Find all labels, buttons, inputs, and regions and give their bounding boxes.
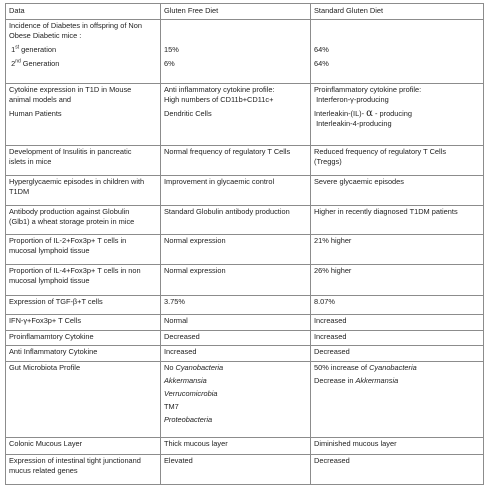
cell-standard-gluten xyxy=(311,206,484,235)
cell-text: Hyperglycaemic episodes in children with xyxy=(9,177,145,186)
cell-text: Interleakin-4-producing xyxy=(316,119,392,128)
cell-data xyxy=(6,176,161,206)
cell-text: Generation xyxy=(20,59,60,68)
cell-gluten-free xyxy=(161,438,311,455)
cell-gluten-free xyxy=(161,176,311,206)
cell-data xyxy=(6,146,161,176)
cell-text: 21% higher xyxy=(314,236,352,245)
cell-text: Decrease in xyxy=(314,376,356,385)
cell-gluten-free xyxy=(161,146,311,176)
cell-standard-gluten xyxy=(311,20,484,84)
cell-text: 50% increase of xyxy=(314,363,370,372)
cell-data xyxy=(6,455,161,485)
cell-text: High numbers of CD11b+CD11c+ xyxy=(164,95,274,104)
cell-text: Antibody production against Globulin xyxy=(9,207,130,216)
cell-gluten-free xyxy=(161,315,311,331)
cell-text: Colonic Mucous Layer xyxy=(9,439,83,448)
cell-gluten-free xyxy=(161,265,311,296)
cell-text: Standard Globulin antibody production xyxy=(164,207,290,216)
cell-text: Expression of TGF-β+T cells xyxy=(9,297,103,306)
cell-gluten-free xyxy=(161,84,311,146)
cell-text: mucosal lymphoid tissue xyxy=(9,246,90,255)
cell-text: Cyanobacteria xyxy=(175,363,224,372)
cell-data xyxy=(6,331,161,346)
cell-text: 2 xyxy=(11,59,16,68)
header-data: Data xyxy=(6,4,161,20)
cell-data xyxy=(6,20,161,84)
cell-text: Increased xyxy=(314,332,347,341)
cell-text: 64% xyxy=(314,45,329,54)
cell-text: Interleakin-(IL)- xyxy=(314,109,367,118)
cell-text: - producing xyxy=(372,109,412,118)
cell-text: (Treggs) xyxy=(314,157,342,166)
table-row xyxy=(6,20,484,84)
cell-text: Akkermansia xyxy=(164,376,207,385)
cell-text: Increased xyxy=(164,347,197,356)
cell-text: Diminished mucous layer xyxy=(314,439,397,448)
cell-text: α xyxy=(366,108,373,119)
cell-gluten-free xyxy=(161,346,311,362)
cell-text: Proinflammatory cytokine profile: xyxy=(314,85,422,94)
cell-text: 8.07% xyxy=(314,297,335,306)
cell-text xyxy=(314,95,480,105)
cell-standard-gluten xyxy=(311,176,484,206)
cell-text: 26% higher xyxy=(314,266,352,275)
cell-text: animal models and xyxy=(9,95,72,104)
cell-text: Normal frequency of regulatory T Cells xyxy=(164,147,291,156)
table-row xyxy=(6,315,484,331)
cell-text: Akkermansia xyxy=(355,376,399,385)
cell-text xyxy=(314,363,480,373)
cell-standard-gluten xyxy=(311,362,484,438)
cell-data xyxy=(6,315,161,331)
cell-text: Development of Insulitis in pancreatic xyxy=(9,147,132,156)
cell-text: Severe glycaemic episodes xyxy=(314,177,404,186)
cell-text: st xyxy=(15,44,20,51)
cell-text xyxy=(314,119,480,129)
cell-text: Expression of intestinal tight junctionand xyxy=(9,456,141,465)
cell-text: generation xyxy=(19,45,57,54)
cell-text: Decreased xyxy=(164,332,200,341)
table-row xyxy=(6,265,484,296)
table-row xyxy=(6,346,484,362)
cell-gluten-free xyxy=(161,296,311,315)
cell-gluten-free xyxy=(161,20,311,84)
cell-text xyxy=(314,21,480,31)
cell-standard-gluten xyxy=(311,146,484,176)
cell-text: Obese Diabetic mice : xyxy=(9,31,82,40)
document-page xyxy=(5,3,483,485)
cell-standard-gluten xyxy=(311,346,484,362)
cell-text: Incidence of Diabetes in offspring of Non xyxy=(9,21,142,30)
first-generation-label xyxy=(9,45,157,55)
cell-text: mucus related genes xyxy=(9,466,78,475)
cell-text: 64% xyxy=(314,59,329,68)
cell-data xyxy=(6,438,161,455)
cell-gluten-free xyxy=(161,455,311,485)
cell-standard-gluten xyxy=(311,331,484,346)
cell-text xyxy=(164,415,307,425)
cell-text: Proteobacteria xyxy=(164,415,213,424)
cell-text: Anti Inflammatory Cytokine xyxy=(9,347,98,356)
cell-text: IFN-γ+Fox3p+ T Cells xyxy=(9,316,82,325)
cell-text xyxy=(314,109,480,119)
cell-standard-gluten xyxy=(311,296,484,315)
cell-text: Decreased xyxy=(314,347,350,356)
cell-data xyxy=(6,84,161,146)
cell-text: 6% xyxy=(164,59,175,68)
table-row xyxy=(6,331,484,346)
cell-text: Reduced frequency of regulatory T Cells xyxy=(314,147,447,156)
cell-text: No xyxy=(164,363,176,372)
second-generation-label xyxy=(9,59,157,69)
cell-text: Gut Microbiota Profile xyxy=(9,363,81,372)
cell-text xyxy=(164,31,307,41)
table-row xyxy=(6,296,484,315)
cell-text: Cytokine expression in T1D in Mouse xyxy=(9,85,132,94)
cell-text: Thick mucous layer xyxy=(164,439,228,448)
header-standard-gluten: Standard Gluten Diet xyxy=(311,4,484,20)
cell-standard-gluten xyxy=(311,235,484,265)
table-row xyxy=(6,362,484,438)
cell-standard-gluten xyxy=(311,438,484,455)
cell-text: nd xyxy=(15,58,21,65)
cell-data xyxy=(6,235,161,265)
cell-text xyxy=(314,31,480,41)
cell-standard-gluten xyxy=(311,455,484,485)
cell-text: Proportion of IL-2+Fox3p+ T cells in xyxy=(9,236,127,245)
cell-gluten-free xyxy=(161,331,311,346)
cell-text xyxy=(314,376,480,386)
cell-text: Proinflamamtory Cytokine xyxy=(9,332,94,341)
cell-standard-gluten xyxy=(311,315,484,331)
cell-text: Verrucomicrobia xyxy=(164,389,218,398)
table-row xyxy=(6,146,484,176)
cell-data xyxy=(6,346,161,362)
cell-text: Elevated xyxy=(164,456,193,465)
cell-text: Decreased xyxy=(314,456,350,465)
cell-text: islets in mice xyxy=(9,157,52,166)
cell-text: Anti inflammatory cytokine profile: xyxy=(164,85,275,94)
cell-text: (Glb1) a wheat storage protein in mice xyxy=(9,217,135,226)
cell-gluten-free xyxy=(161,362,311,438)
cell-text: T1DM xyxy=(9,187,30,196)
table-row xyxy=(6,84,484,146)
cell-text: mucosal lymphoid tissue xyxy=(9,276,90,285)
cell-data xyxy=(6,265,161,296)
cell-text xyxy=(164,389,307,399)
cell-text: Normal expression xyxy=(164,266,226,275)
cell-text xyxy=(164,363,307,373)
cell-text: Normal expression xyxy=(164,236,226,245)
table-row xyxy=(6,438,484,455)
cell-text: TM7 xyxy=(164,402,179,411)
table-row xyxy=(6,455,484,485)
cell-text: 3.75% xyxy=(164,297,185,306)
cell-text: Human Patients xyxy=(9,109,62,118)
cell-gluten-free xyxy=(161,206,311,235)
cell-text: Dendritic Cells xyxy=(164,109,212,118)
cell-standard-gluten xyxy=(311,84,484,146)
cell-text: Cyanobacteria xyxy=(369,363,417,372)
cell-text: Improvement in glycaemic control xyxy=(164,177,275,186)
cell-text: Interferon-γ-producing xyxy=(316,95,389,104)
table-header-row xyxy=(6,4,484,20)
cell-standard-gluten xyxy=(311,265,484,296)
cell-text: 1 xyxy=(11,45,16,54)
cell-text: Proportion of IL-4+Fox3p+ T cells in non xyxy=(9,266,141,275)
cell-data xyxy=(6,206,161,235)
cell-text: Increased xyxy=(314,316,347,325)
diet-comparison-table xyxy=(5,3,484,485)
cell-data xyxy=(6,296,161,315)
table-row xyxy=(6,176,484,206)
cell-text xyxy=(164,376,307,386)
cell-text xyxy=(164,21,307,31)
cell-gluten-free xyxy=(161,235,311,265)
cell-text: 15% xyxy=(164,45,179,54)
cell-text: Higher in recently diagnosed T1DM patients xyxy=(314,207,458,216)
cell-text: Normal xyxy=(164,316,188,325)
header-gluten-free: Gluten Free Diet xyxy=(161,4,311,20)
table-row xyxy=(6,235,484,265)
table-row xyxy=(6,206,484,235)
cell-data xyxy=(6,362,161,438)
